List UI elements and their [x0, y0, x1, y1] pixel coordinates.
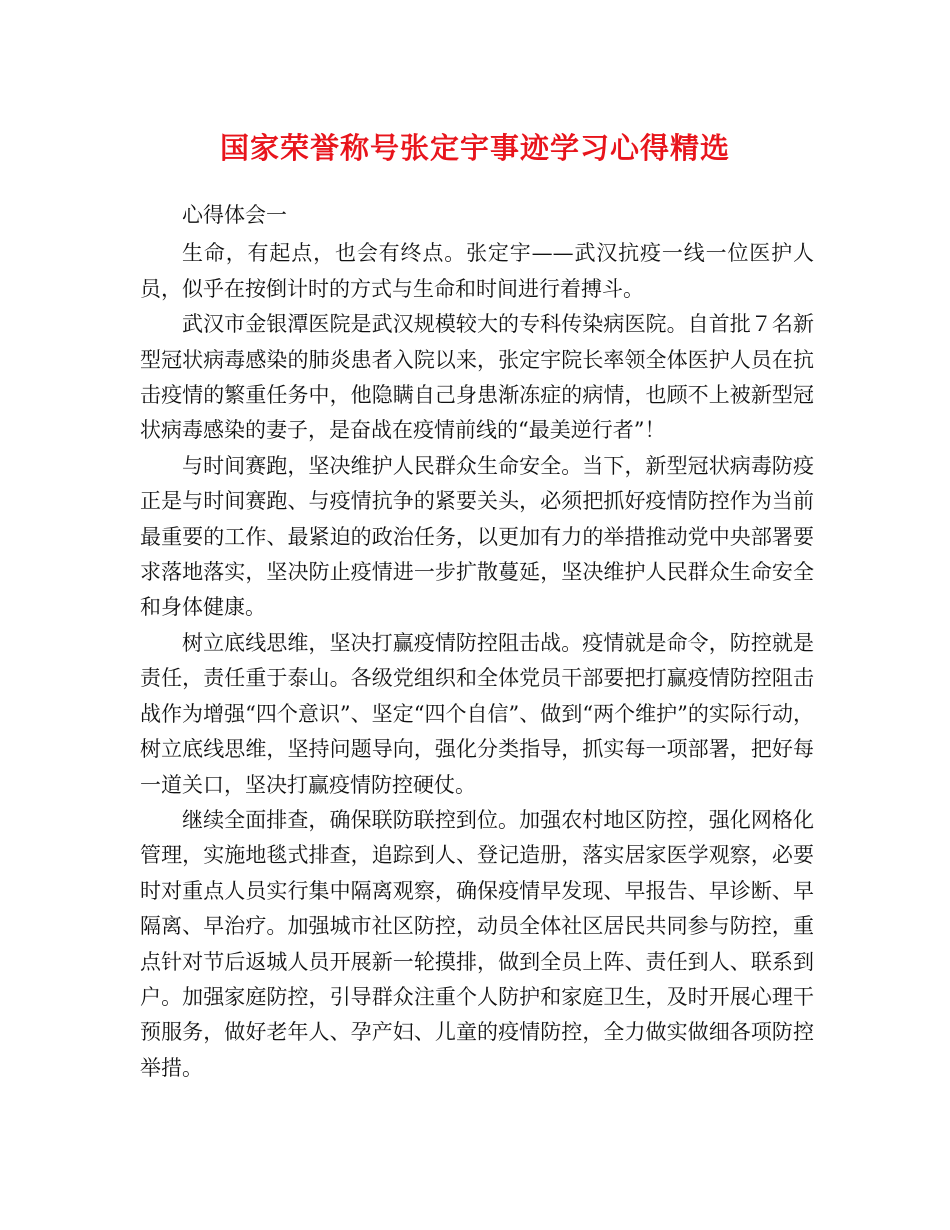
body-paragraph: 树立底线思维，坚决打赢疫情防控阻击战。疫情就是命令，防控就是责任，责任重于泰山。各级党组织和全体党员干部要把打赢疫情防控阻击战作为增强“四个意识”、坚定“四个自信”、做到“两个维护”的实际行动，树立底线思维，坚持问题导向，强化分类指导，抓实每一项部署，把好每一道关口，坚决打赢疫情防控硬仗。 [140, 630, 814, 797]
section-heading: 心得体会一 [182, 203, 287, 227]
document-title: 国家荣誉称号张定宇事迹学习心得精选 [219, 131, 730, 165]
body-paragraph: 与时间赛跑，坚决维护人民群众生命安全。当下，新型冠状病毒防疫正是与时间赛跑、与疫情抗争的紧要关头，必须把抓好疫情防控作为当前最重要的工作、最紧迫的政治任务，以更加有力的举措推动党中央部署要求落地落实，坚决防止疫情进一步扩散蔓延，坚决维护人民群众生命安全和身体健康。 [140, 453, 814, 620]
body-paragraph: 生命，有起点，也会有终点。张定宇——武汉抗疫一线一位医护人员，似乎在按倒计时的方式与生命和时间进行着搏斗。 [140, 241, 814, 301]
body-paragraph: 继续全面排查，确保联防联控到位。加强农村地区防控，强化网格化管理，实施地毯式排查，追踪到人、登记造册，落实居家医学观察，必要时对重点人员实行集中隔离观察，确保疫情早发现、早报告、早诊断、早隔离、早治疗。加强城市社区防控，动员全体社区居民共同参与防控，重点针对节后返城人员开展新一轮摸排，做到全员上阵、责任到人、联系到户。加强家庭防控，引导群众注重个人防护和家庭卫生，及时开展心理干预服务，做好老年人、孕产妇、儿童的疫情防控，全力做实做细各项防控举措。 [140, 807, 814, 1080]
document-body [140, 198, 814, 1086]
body-paragraph: 武汉市金银潭医院是武汉规模较大的专科传染病医院。自首批７名新型冠状病毒感染的肺炎患者入院以来，张定宇院长率领全体医护人员在抗击疫情的繁重任务中，他隐瞒自己身患渐冻症的病情，也顾不上被新型冠状病毒感染的妻子，是奋战在疫情前线的“最美逆行者”！ [140, 312, 814, 443]
